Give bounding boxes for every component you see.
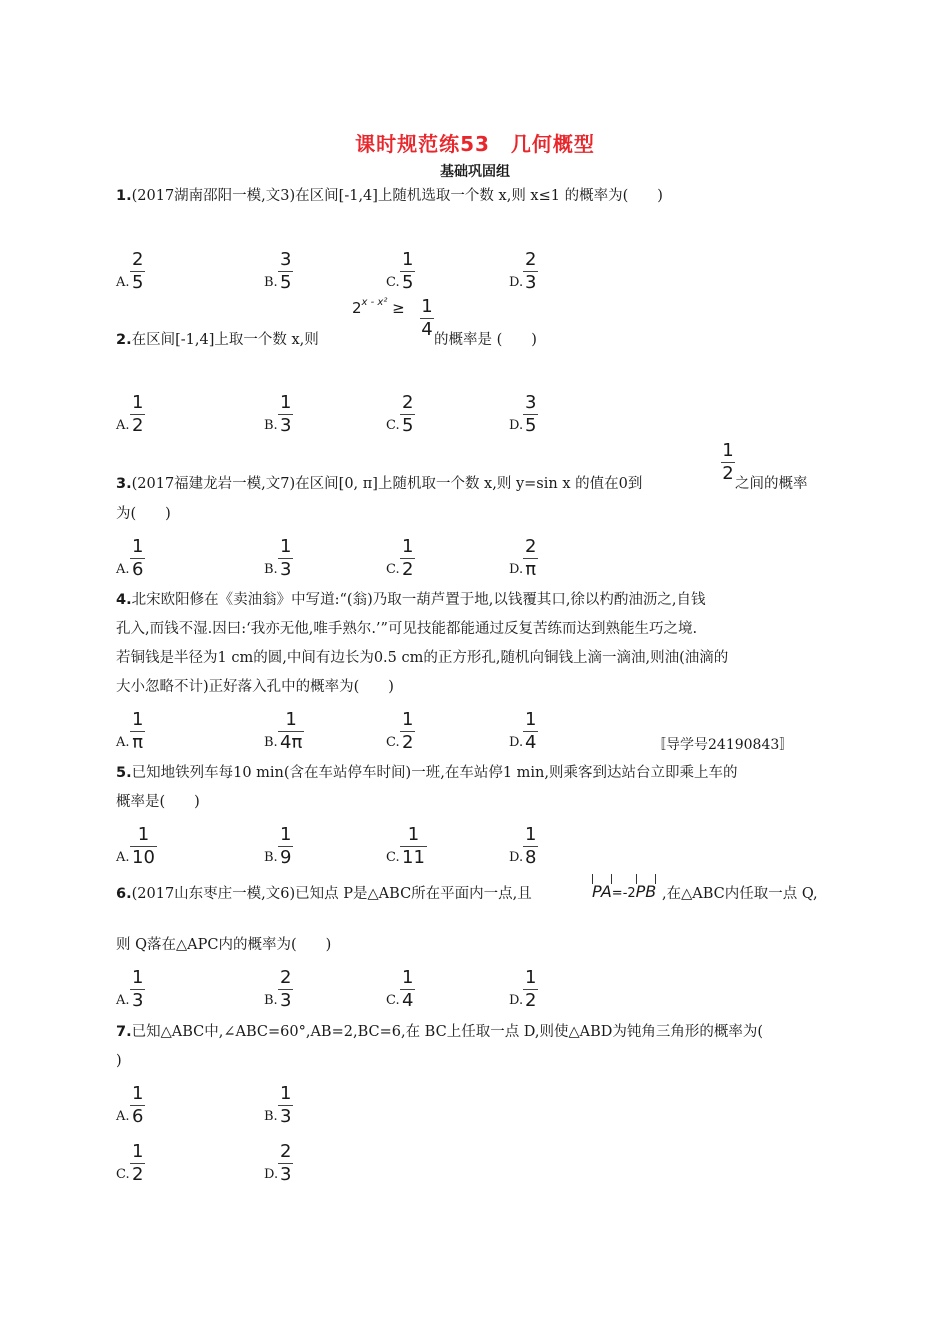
vector-equation <box>592 882 656 901</box>
option-d <box>509 249 569 293</box>
option-label: D. <box>509 275 524 290</box>
fraction-denominator: 3 <box>525 272 537 293</box>
option-label: C. <box>386 850 400 865</box>
fraction-denominator: 4 <box>525 732 537 753</box>
option-label: B. <box>264 275 278 290</box>
option-label: C. <box>386 993 400 1008</box>
fraction-numerator: 3 <box>525 392 537 413</box>
option-label: B. <box>264 735 278 750</box>
option-fraction <box>278 967 293 1012</box>
fraction-denominator: 5 <box>402 415 414 436</box>
question-text-line2: 则 Q落在△APC内的概率为( ) <box>116 937 332 953</box>
option-fraction <box>523 967 538 1012</box>
fraction-denominator: 3 <box>132 990 144 1011</box>
question-text-line: 已知地铁列车每10 min(含在车站停车时间)一班,在车站停1 min,则乘客到达站台立即乘上车的 <box>131 765 738 781</box>
question-text-line2: ) <box>116 1053 122 1069</box>
question-number: 2. <box>116 332 132 348</box>
question-text-line: 大小忽略不计)正好落入孔中的概率为( ) <box>116 679 394 695</box>
option-label: C. <box>386 275 400 290</box>
fraction-numerator: 2 <box>525 536 537 557</box>
fraction-denominator: 4 <box>421 319 433 340</box>
option-fraction <box>400 824 427 869</box>
fraction-denominator: π <box>132 732 144 753</box>
option-c <box>386 392 446 436</box>
option-d <box>509 967 569 1011</box>
option-fraction <box>130 536 145 581</box>
fraction-denominator: 2 <box>132 1164 144 1185</box>
vector-pb: PB <box>635 882 657 901</box>
option-fraction <box>400 392 415 437</box>
option-fraction <box>130 392 145 437</box>
option-fraction <box>400 536 415 581</box>
fraction-numerator: 1 <box>132 967 144 988</box>
option-label: B. <box>264 562 278 577</box>
question-3 <box>116 474 642 494</box>
expr-base: 2 <box>352 299 362 317</box>
option-label: A. <box>116 850 130 865</box>
option-fraction <box>523 392 538 437</box>
question-text-line: 若铜钱是半径为1 cm的圆,中间有边长为0.5 cm的正方形孔,随机向铜钱上滴一滴油,则油(油滴的 <box>116 650 729 666</box>
fraction-numerator: 1 <box>402 967 414 988</box>
option-d <box>509 536 569 580</box>
fraction-numerator: 1 <box>132 1141 144 1162</box>
option-fraction <box>130 824 157 869</box>
question-5 <box>116 763 737 783</box>
option-label: C. <box>386 735 400 750</box>
question-text-line: 概率是( ) <box>116 794 200 810</box>
fraction-denominator: 2 <box>132 415 144 436</box>
fraction-numerator: 1 <box>132 709 144 730</box>
fraction-numerator: 1 <box>402 709 414 730</box>
fraction-denominator: π <box>525 559 537 580</box>
option-label: A. <box>116 418 130 433</box>
question-text-tail: ,在△ABC内任取一点 Q, <box>662 886 818 902</box>
option-d <box>509 709 569 753</box>
fraction-denominator: 6 <box>132 1106 144 1127</box>
option-fraction <box>130 709 145 754</box>
question-number: 4. <box>116 592 132 608</box>
question-4 <box>116 590 706 610</box>
option-b <box>264 824 324 868</box>
fraction-numerator: 1 <box>280 392 292 413</box>
option-c <box>116 1141 176 1185</box>
fraction-numerator: 2 <box>525 249 537 270</box>
question-text-line2: 为( ) <box>116 506 171 522</box>
question-text-line: 北宋欧阳修在《卖油翁》中写道:“(翁)乃取一葫芦置于地,以钱覆其口,徐以杓酌油沥之,自钱 <box>131 592 706 608</box>
option-fraction <box>130 967 145 1012</box>
fraction-denominator: 10 <box>132 847 155 868</box>
option-fraction <box>523 824 538 869</box>
fraction-numerator: 2 <box>280 1141 292 1162</box>
option-label: B. <box>264 993 278 1008</box>
option-a <box>116 967 176 1011</box>
fraction-numerator: 1 <box>722 440 734 461</box>
option-a <box>116 249 176 293</box>
fraction-numerator: 1 <box>402 536 414 557</box>
fraction-denominator: 11 <box>402 847 425 868</box>
fraction-denominator: 3 <box>280 559 292 580</box>
option-b <box>264 536 324 580</box>
fraction-denominator: 3 <box>280 990 292 1011</box>
option-fraction <box>278 824 293 869</box>
fraction-numerator: 1 <box>421 296 433 317</box>
vector-eq: =-2 <box>611 886 636 901</box>
option-fraction <box>523 249 538 294</box>
fraction-numerator: 1 <box>525 824 537 845</box>
option-fraction <box>523 709 538 754</box>
fraction-numerator: 1 <box>402 249 414 270</box>
option-a <box>116 536 176 580</box>
question-number: 1. <box>116 188 132 204</box>
option-label: D. <box>509 993 524 1008</box>
fraction-denominator: 3 <box>280 415 292 436</box>
fraction-denominator: 9 <box>280 847 292 868</box>
fraction-numerator: 2 <box>132 249 144 270</box>
option-label: B. <box>264 418 278 433</box>
fraction-denominator: 5 <box>280 272 292 293</box>
fraction-denominator: 2 <box>402 732 414 753</box>
option-c <box>386 824 446 868</box>
fraction-denominator: 8 <box>525 847 537 868</box>
option-fraction <box>278 392 293 437</box>
fraction-numerator: 1 <box>280 824 292 845</box>
question-number: 3. <box>116 476 132 492</box>
fraction-denominator: 3 <box>280 1106 292 1127</box>
option-fraction <box>278 709 304 754</box>
fraction-numerator: 1 <box>525 967 537 988</box>
option-label: D. <box>264 1167 279 1182</box>
option-c <box>386 967 446 1011</box>
option-label: D. <box>509 562 524 577</box>
question-text: (2017湖南邵阳一模,文3)在区间[-1,4]上随机选取一个数 x,则 x≤1 的概率为( ) <box>131 188 663 204</box>
fraction-numerator: 1 <box>132 1083 144 1104</box>
fraction-denominator: 2 <box>722 463 734 484</box>
option-fraction <box>400 249 415 294</box>
option-label: A. <box>116 275 130 290</box>
question-6 <box>116 884 532 904</box>
fraction-denominator: 2 <box>525 990 537 1011</box>
fraction-numerator: 3 <box>280 249 292 270</box>
question-text-line: 孔入,而钱不湿.因曰:‘我亦无他,唯手熟尔.’”可见技能都能通过反复苦练而达到熟能生巧之境. <box>116 621 698 637</box>
option-fraction <box>130 1141 145 1186</box>
question-text-tail: 的概率是 ( ) <box>434 332 537 348</box>
question-text: 在区间[-1,4]上取一个数 x,则 <box>131 332 319 348</box>
question-number: 7. <box>116 1024 132 1040</box>
option-a <box>116 709 176 753</box>
inequality-expression <box>352 299 405 317</box>
option-label: C. <box>116 1167 130 1182</box>
question-number: 6. <box>116 886 132 902</box>
question-text: 已知△ABC中,∠ABC=60°,AB=2,BC=6,在 BC上任取一点 D,则使△ABD为钝角三角形的概率为( <box>131 1024 764 1040</box>
fraction-denominator: 2 <box>402 559 414 580</box>
option-c <box>386 536 446 580</box>
fraction-numerator: 1 <box>132 536 144 557</box>
option-b <box>264 967 324 1011</box>
fraction-numerator: 1 <box>525 709 537 730</box>
option-label: C. <box>386 418 400 433</box>
option-label: D. <box>509 735 524 750</box>
option-d <box>264 1141 324 1185</box>
question-1 <box>116 186 663 206</box>
fraction-denominator: 5 <box>525 415 537 436</box>
fraction-numerator: 1 <box>137 824 150 845</box>
option-label: A. <box>116 993 130 1008</box>
question-text: (2017福建龙岩一模,文7)在区间[0, π]上随机取一个数 x,则 y=sin x 的值在0到 <box>131 476 643 492</box>
option-b <box>264 392 324 436</box>
option-fraction <box>130 1083 145 1128</box>
guide-number: 〚导学号24190843〛 <box>652 737 794 753</box>
option-label: A. <box>116 735 130 750</box>
option-fraction <box>278 536 293 581</box>
option-label: D. <box>509 850 524 865</box>
question-number: 5. <box>116 765 132 781</box>
option-d <box>509 392 569 436</box>
half-fraction <box>721 440 735 485</box>
expr-ge: ≥ <box>392 299 405 317</box>
option-b <box>264 709 324 753</box>
option-b <box>264 1083 324 1127</box>
option-label: C. <box>386 562 400 577</box>
option-label: B. <box>264 1109 278 1124</box>
vector-pa: PA <box>592 882 612 901</box>
option-fraction <box>400 709 415 754</box>
fraction-numerator: 2 <box>280 967 292 988</box>
option-fraction <box>130 249 145 294</box>
expr-exponent: x - x² <box>361 297 388 308</box>
option-label: B. <box>264 850 278 865</box>
option-b <box>264 249 324 293</box>
question-7 <box>116 1022 763 1042</box>
question-text: (2017山东枣庄一模,文6)已知点 P是△ABC所在平面内一点,且 <box>131 886 532 902</box>
fraction-numerator: 1 <box>132 392 144 413</box>
option-d <box>509 824 569 868</box>
option-c <box>386 249 446 293</box>
option-fraction <box>400 967 415 1012</box>
option-fraction <box>278 1141 293 1186</box>
section-subtitle: 基础巩固组 <box>440 164 510 180</box>
fraction-numerator: 1 <box>407 824 420 845</box>
fraction-denominator: 4 <box>402 990 414 1011</box>
fraction-denominator: 3 <box>280 1164 292 1185</box>
option-c <box>386 709 446 753</box>
option-fraction <box>278 1083 293 1128</box>
fraction-denominator: 4π <box>280 732 303 753</box>
fraction-denominator: 6 <box>132 559 144 580</box>
option-a <box>116 1083 176 1127</box>
fraction-numerator: 2 <box>402 392 414 413</box>
option-label: D. <box>509 418 524 433</box>
option-fraction <box>278 249 293 294</box>
page-title: 课时规范练53 几何概型 <box>355 132 595 156</box>
question-text-tail: 之间的概率 <box>735 476 808 492</box>
fraction-numerator: 1 <box>285 709 297 730</box>
option-label: A. <box>116 1109 130 1124</box>
question-2 <box>116 330 319 350</box>
expr-fraction <box>420 296 434 341</box>
option-fraction <box>523 536 538 581</box>
option-a <box>116 392 176 436</box>
fraction-numerator: 1 <box>280 1083 292 1104</box>
fraction-denominator: 5 <box>132 272 144 293</box>
fraction-denominator: 5 <box>402 272 414 293</box>
fraction-numerator: 1 <box>280 536 292 557</box>
option-label: A. <box>116 562 130 577</box>
option-a <box>116 824 176 868</box>
